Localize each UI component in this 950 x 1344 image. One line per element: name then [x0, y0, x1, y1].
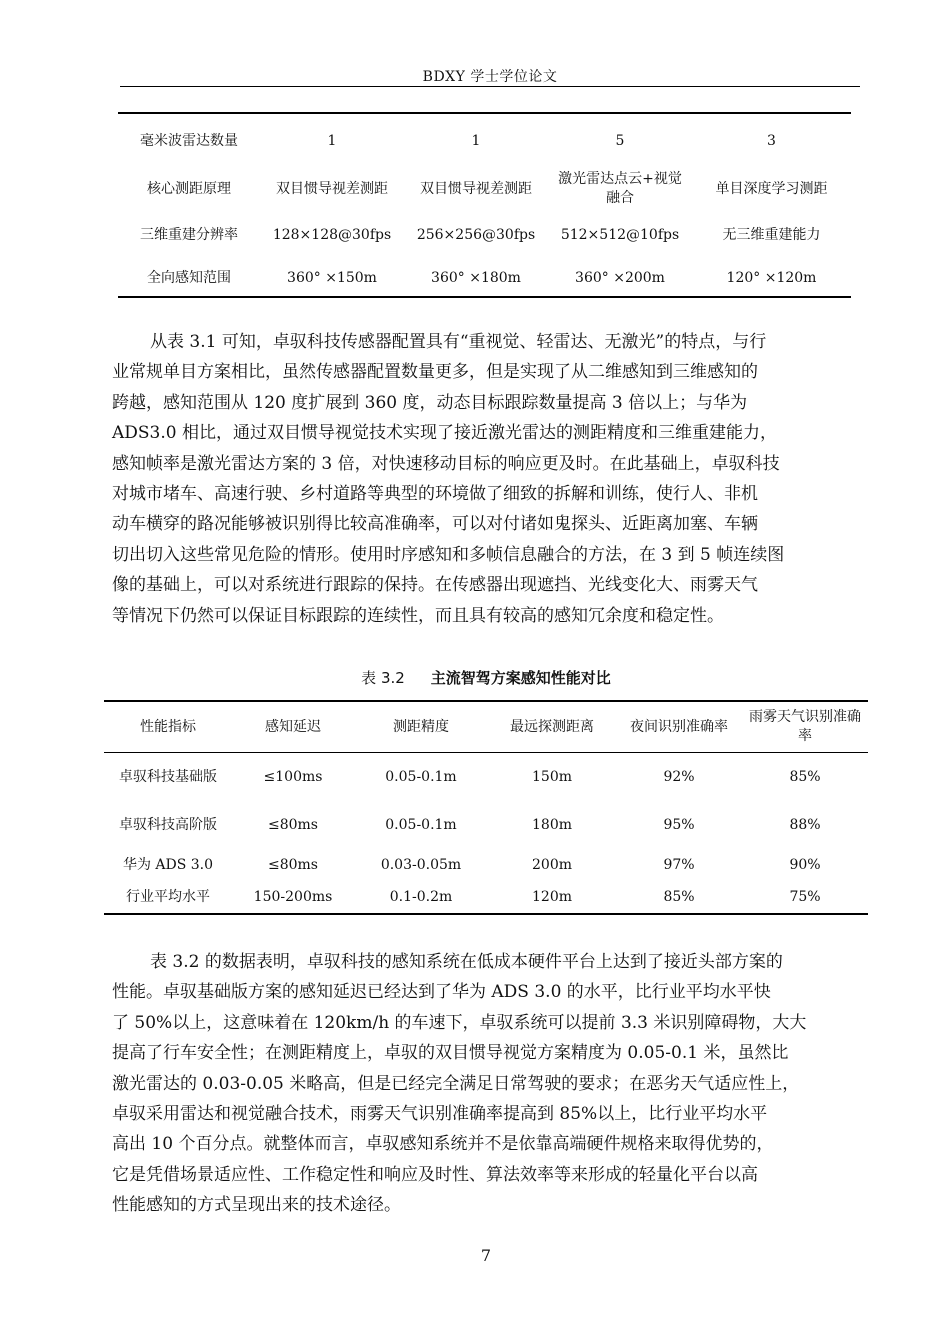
table-row	[104, 881, 868, 914]
table-cell: 360° ×180m	[404, 260, 548, 297]
table-cell: 卓驭科技基础版	[119, 768, 217, 785]
table-cell: 95%	[663, 816, 695, 833]
table-caption	[112, 667, 860, 688]
table-cell: 1	[404, 113, 548, 168]
table-cell: ≤80ms	[267, 816, 318, 833]
text-line: 表 3.2 的数据表明，卓驭科技的感知系统在低成本硬件平台上达到了接近头部方案的	[150, 952, 783, 972]
table-row	[118, 168, 851, 210]
table-cell: 88%	[789, 816, 821, 833]
table-cell: 0.05-0.1m	[385, 768, 457, 785]
text-line: 从表 3.1 可知，卓驭科技传感器配置具有“重视觉、轻雷达、无激光”的特点，与行	[150, 332, 767, 352]
table-cell: 200m	[532, 856, 572, 873]
table-cell: 92%	[663, 768, 695, 785]
text-line: 高出 10 个百分点。就整体而言，卓驭感知系统并不是依靠高端硬件规格来取得优势的，	[112, 1134, 774, 1155]
table-cell: 120° ×120m	[692, 260, 851, 297]
paragraph-1	[112, 327, 860, 631]
column-header: 雨雾天气识别准确率	[742, 701, 868, 753]
table-row	[104, 753, 868, 802]
column-header: 感知延迟	[232, 701, 354, 753]
text-line: 等情况下仍然可以保证目标跟踪的连续性，而且具有较高的感知冗余度和稳定性。	[112, 605, 724, 626]
table-cell: 256×256@30fps	[416, 226, 536, 243]
table-cell: 全向感知范围	[118, 260, 260, 297]
text-line: 了 50%以上，这意味着在 120km/h 的车速下，卓驭系统可以提前 3.3 米识别障碍物，大大	[112, 1012, 807, 1033]
text-line: 动车横穿的路况能够被识别得比较高准确率，可以对付诸如鬼探头、近距离加塞、车辆	[112, 514, 758, 535]
table-row	[104, 849, 868, 881]
paragraph-2	[112, 947, 860, 1221]
table-cell: 150m	[532, 768, 572, 785]
column-header: 夜间识别准确率	[616, 701, 742, 753]
table-cell: 3	[692, 113, 851, 168]
table-cell: 卓驭科技高阶版	[119, 816, 217, 833]
table-cell: 无三维重建能力	[722, 226, 821, 243]
table-cell: 核心测距原理	[147, 180, 231, 197]
column-header: 性能指标	[104, 701, 232, 753]
text-line: 性能。卓驭基础版方案的感知延迟已经达到了华为 ADS 3.0 的水平，比行业平均水平快	[112, 982, 771, 1003]
text-line: 感知帧率是激光雷达方案的 3 倍，对快速移动目标的响应更及时。在此基础上，卓驭科技	[112, 453, 780, 474]
text-line: 卓驭采用雷达和视觉融合技术，雨雾天气识别准确率提高到 85%以上，比行业平均水平	[112, 1104, 768, 1125]
header-rule	[120, 86, 860, 87]
table-cell: 180m	[532, 816, 572, 833]
page-number: 7	[480, 1246, 492, 1265]
table-cell: 128×128@30fps	[272, 226, 392, 243]
table-cell: 毫米波雷达数量	[118, 113, 260, 168]
table-cell: 150-200ms	[232, 881, 354, 914]
table-cell: ≤80ms	[267, 856, 318, 873]
text-line: 业常规单目方案相比，虽然传感器配置数量更多，但是实现了从二维感知到三维感知的	[112, 362, 758, 383]
table-cell: 90%	[789, 856, 821, 873]
table-cell: 三维重建分辨率	[140, 226, 238, 243]
table-cell: 双目惯导视差测距	[276, 180, 388, 197]
text-line: 像的基础上，可以对系统进行跟踪的保持。在传感器出现遮挡、光线变化大、雨雾天气	[112, 575, 758, 596]
table-cell: 97%	[663, 856, 695, 873]
page-header-title: BDXY 学士学位论文	[422, 69, 558, 85]
table-row	[118, 260, 851, 297]
table-caption-number: 表 3.2	[361, 669, 405, 687]
table-cell: 75%	[742, 881, 868, 914]
table-cell: 85%	[789, 768, 821, 785]
table-cell: 85%	[616, 881, 742, 914]
table-cell: ≤100ms	[263, 768, 323, 785]
text-line: 对城市堵车、高速行驶、乡村道路等典型的环境做了细致的拆解和训练，使行人、非机	[112, 484, 758, 505]
table-cell: 双目惯导视差测距	[420, 180, 532, 197]
table-cell: 5	[548, 113, 692, 168]
table-3-2	[104, 700, 868, 915]
text-line: ADS3.0 相比，通过双目惯导视觉技术实现了接近激光雷达的测距精度和三维重建能力，	[112, 423, 777, 444]
table-cell: 360° ×200m	[548, 260, 692, 297]
table-cell: 行业平均水平	[104, 881, 232, 914]
table-cell: 0.03-0.05m	[380, 856, 462, 873]
table-cell: 360° ×150m	[260, 260, 404, 297]
table-cell: 0.1-0.2m	[354, 881, 488, 914]
text-line: 跨越，感知范围从 120 度扩展到 360 度，动态目标跟踪数量提高 3 倍以上；与华为	[112, 392, 748, 413]
text-line: 激光雷达的 0.03-0.05 米略高，但是已经完全满足日常驾驶的要求；在恶劣天气适应性上，	[112, 1073, 800, 1094]
table-cell: 120m	[488, 881, 616, 914]
text-line: 它是凭借场景适应性、工作稳定性和响应及时性、算法效率等来形成的轻量化平台以高	[112, 1164, 758, 1185]
table-row	[104, 801, 868, 849]
table-cell: 512×512@10fps	[560, 226, 680, 243]
column-header: 测距精度	[354, 701, 488, 753]
table-row	[118, 113, 851, 168]
table-cell: 激光雷达点云+视觉融合	[558, 171, 682, 206]
table-cell: 单目深度学习测距	[715, 180, 828, 197]
table-3-1-continued	[118, 112, 851, 298]
table-caption-title: 主流智驾方案感知性能对比	[430, 669, 611, 687]
table-header-row	[104, 701, 868, 753]
text-line: 性能感知的方式呈现出来的技术途径。	[112, 1195, 401, 1216]
column-header: 最远探测距离	[488, 701, 616, 753]
table-cell: 华为 ADS 3.0	[122, 856, 214, 873]
table-cell: 1	[260, 113, 404, 168]
table-row	[118, 210, 851, 260]
table-cell: 0.05-0.1m	[385, 816, 457, 833]
text-line: 提高了行车安全性；在测距精度上，卓驭的双目惯导视觉方案精度为 0.05-0.1 米，虽然比	[112, 1043, 789, 1064]
text-line: 切出切入这些常见危险的情形。使用时序感知和多帧信息融合的方法，在 3 到 5 帧连续图	[112, 544, 785, 565]
